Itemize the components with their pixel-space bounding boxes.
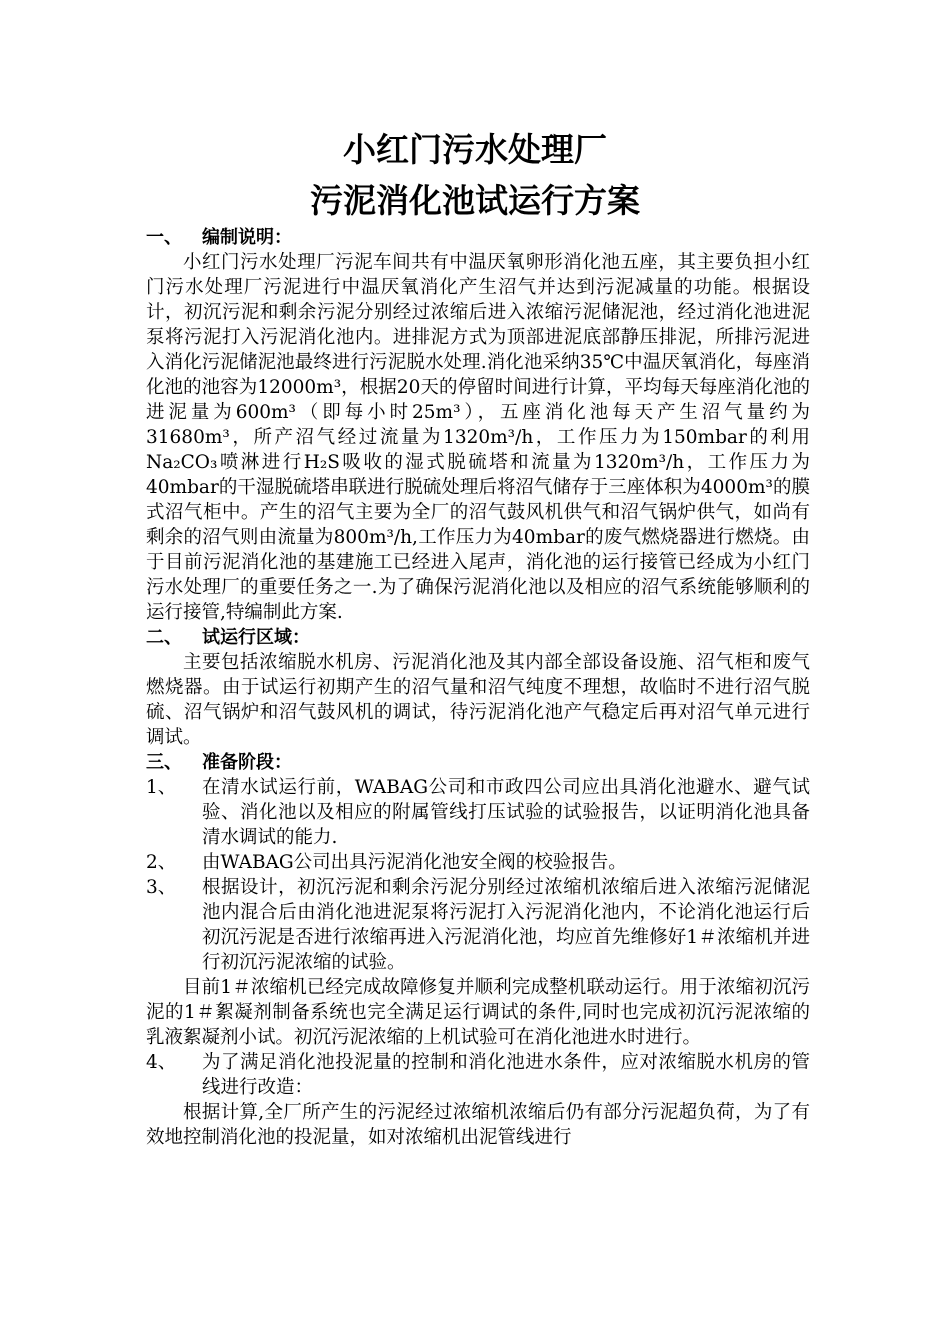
paragraph: 目前1＃浓缩机已经完成故障修复并顺利完成整机联动运行。用于浓缩初沉污泥的1＃絮凝剂制备系统也完全满足运行调试的条件,同时也完成初沉污泥浓缩的乳液絮凝剂小试。初沉污泥浓缩的上机试验可在消化池进水时进行。 <box>146 977 810 1048</box>
list-item <box>146 850 810 875</box>
list-item <box>146 1050 810 1100</box>
section-number: 二、 <box>146 627 182 648</box>
list-item-number: 4、 <box>146 1052 177 1073</box>
list-item-text: 在清水试运行前，WABAG公司和市政四公司应出具消化池避水、避气试验、消化池以及相应的附属管线打压试验的试验报告，以证明消化池具备清水调试的能力. <box>202 777 810 848</box>
paragraph: 根据计算,全厂所产生的污泥经过浓缩机浓缩后仍有部分污泥超负荷，为了有效地控制消化池的投泥量，如对浓缩机出泥管线进行 <box>146 1102 810 1148</box>
list-item-number: 2、 <box>146 852 177 873</box>
section-heading-3 <box>146 750 810 775</box>
section-number: 三、 <box>146 752 182 773</box>
document-title-line1: 小红门污水处理厂 <box>343 130 607 169</box>
document-body <box>146 225 810 1150</box>
section-heading-text: 编制说明： <box>202 227 292 248</box>
section-heading-text: 试运行区域： <box>202 627 310 648</box>
section-heading-text: 准备阶段： <box>202 752 292 773</box>
list-item-text: 根据设计，初沉污泥和剩余污泥分别经过浓缩机浓缩后进入浓缩污泥储泥池内混合后由消化池进泥泵将污泥打入污泥消化池内，不论消化池运行后初沉污泥是否进行浓缩再进入污泥消化池，均应首先维修好1＃浓缩机并进行初沉污泥浓缩的试验。 <box>202 877 810 973</box>
document-title-line2: 污泥消化池试运行方案 <box>310 181 640 220</box>
section-heading-1 <box>146 225 810 250</box>
list-item <box>146 775 810 850</box>
section-heading-2 <box>146 625 810 650</box>
section-number: 一、 <box>146 227 182 248</box>
list-item <box>146 875 810 975</box>
paragraph: 主要包括浓缩脱水机房、污泥消化池及其内部全部设备设施、沼气柜和废气燃烧器。由于试运行初期产生的沼气量和沼气纯度不理想，故临时不进行沼气脱硫、沼气锅炉和沼气鼓风机的调试，待污泥消化池产气稳定后再对沼气单元进行调试。 <box>146 652 810 748</box>
list-item-text: 由WABAG公司出具污泥消化池安全阀的校验报告。 <box>202 852 627 873</box>
paragraph: 小红门污水处理厂污泥车间共有中温厌氧卵形消化池五座，其主要负担小红门污水处理厂污泥进行中温厌氧消化产生沼气并达到污泥减量的功能。根据设计，初沉污泥和剩余污泥分别经过浓缩后进入浓缩污泥储泥池，经过消化池进泥泵将污泥打入污泥消化池内。进排泥方式为顶部进泥底部静压排泥，所排污泥进入消化污泥储泥池最终进行污泥脱水处理.消化池采纳35℃中温厌氧消化，每座消化池的池容为12000m³，根据20天的停留时间进行计算，平均每天每座消化池的进泥量为600m³（即每小时25m³），五座消化池每天产生沼气量约为31680m³，所产沼气经过流量为1320m³/h，工作压力为150mbar的利用Na₂CO₃喷淋进行H₂S吸收的湿式脱硫塔和流量为1320m³/h，工作压力为40mbar的干湿脱硫塔串联进行脱硫处理后将沼气储存于三座体积为4000m³的膜式沼气柜中。产生的沼气主要为全厂的沼气鼓风机供气和沼气锅炉供气，如尚有剩余的沼气则由流量为800m³/h,工作压力为40mbar的废气燃烧器进行燃烧。由于目前污泥消化池的基建施工已经进入尾声，消化池的运行接管已经成为小红门污水处理厂的重要任务之一.为了确保污泥消化池以及相应的沼气系统能够顺利的运行接管,特编制此方案. <box>146 252 810 623</box>
list-item-number: 1、 <box>146 777 177 798</box>
list-item-number: 3、 <box>146 877 177 898</box>
list-item-text: 为了满足消化池投泥量的控制和消化池进水条件，应对浓缩脱水机房的管线进行改造： <box>202 1052 810 1098</box>
